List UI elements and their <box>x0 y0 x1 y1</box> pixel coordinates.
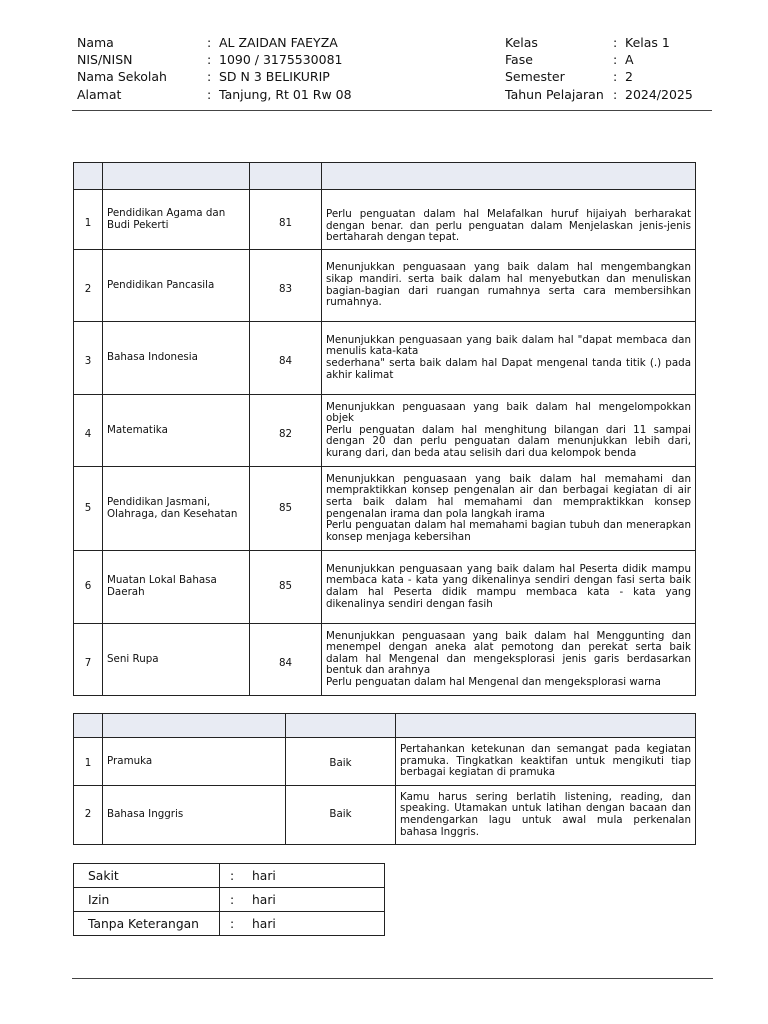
subject-name: Matematika <box>103 395 250 467</box>
activity-grade: Baik <box>286 786 396 845</box>
attendance-value-cell <box>220 912 385 936</box>
table-row <box>74 738 696 786</box>
info-value: Kelas 1 <box>625 35 670 50</box>
info-colon: : <box>207 87 212 102</box>
attendance-table <box>73 863 385 936</box>
info-colon: : <box>207 52 212 67</box>
row-number: 1 <box>74 190 103 250</box>
table-row <box>74 467 696 551</box>
info-colon: : <box>207 69 212 84</box>
footer-divider <box>72 978 713 979</box>
subject-description <box>322 250 696 322</box>
info-label: Nama Sekolah <box>77 69 167 84</box>
row-number: 1 <box>74 738 103 786</box>
subject-name: Pendidikan Pancasila <box>103 250 250 322</box>
info-value: A <box>625 52 634 67</box>
subject-score: 82 <box>250 395 322 467</box>
attendance-value-cell <box>220 888 385 912</box>
subject-score: 84 <box>250 322 322 395</box>
subject-score: 85 <box>250 467 322 551</box>
header-divider <box>72 110 712 111</box>
attendance-row-sakit <box>74 864 385 888</box>
activity-name: Bahasa Inggris <box>103 786 286 845</box>
header-cell <box>396 714 696 738</box>
info-label: NIS/NISN <box>77 52 133 67</box>
info-label: Semester <box>505 69 565 84</box>
header-cell <box>103 163 250 190</box>
extracurricular-table <box>73 713 696 845</box>
description-text: Menunjukkan penguasaan yang baik dalam hal mengelompokkan objek Perlu penguatan dalam hal menghitung bilangan dari 11 sampai dengan 20 dan perlu penguatan dalam menunjukkan lebih dari, kurang dari, dan beda atau selisih dari dua kelompok benda <box>326 400 691 459</box>
info-value: 2024/2025 <box>625 87 693 102</box>
table-row <box>74 551 696 624</box>
description-text: Kamu harus sering berlatih listening, reading, dan speaking. Utamakan untuk latihan dengan bacaan dan mendengarkan lagu untuk awal mula perkenalan bahasa Inggris. <box>400 790 691 838</box>
activity-description <box>396 738 696 786</box>
info-value: Tanjung, Rt 01 Rw 08 <box>219 87 352 102</box>
description-text: Perlu penguatan dalam hal Melafalkan huruf hijaiyah berharakat dengan benar. dan perlu penguatan dalam Menjelaskan jenis-jenis bertaharah dengan tepat. <box>326 208 691 244</box>
header-cell <box>250 163 322 190</box>
description-text: Menunjukkan penguasaan yang baik dalam hal Peserta didik mampu membaca kata - kata yang dikenalinya sendiri dengan fasi serta baik dalam hal Peserta didik mampu membaca kata - kata yang dikenalinya sendiri dengan fasih <box>326 562 691 610</box>
subjects-table <box>73 162 696 696</box>
description-text: Menunjukkan penguasaan yang baik dalam hal Menggunting dan menempel dengan aneka alat pemotong dan perekat serta baik dalam hal Mengenal dan mengeksplorasi jenis garis berdasarkan bentuk dan arahnya Perlu penguatan dalam hal Mengenal dan mengeksplorasi warna <box>326 629 691 688</box>
activity-name: Pramuka <box>103 738 286 786</box>
attendance-label: Sakit <box>74 864 220 888</box>
subject-description <box>322 395 696 467</box>
info-value: 2 <box>625 69 633 84</box>
subject-name: Seni Rupa <box>103 624 250 696</box>
subject-description <box>322 551 696 624</box>
subject-name: Pendidikan Agama dan Budi Pekerti <box>103 190 250 250</box>
subject-description <box>322 322 696 395</box>
table-row <box>74 250 696 322</box>
attendance-value-cell <box>220 864 385 888</box>
attendance-colon: : <box>230 916 235 931</box>
info-value: AL ZAIDAN FAEYZA <box>219 35 338 50</box>
info-colon: : <box>613 35 618 50</box>
header-cell <box>322 163 696 190</box>
row-number: 2 <box>74 786 103 845</box>
table-row <box>74 786 696 845</box>
table-row <box>74 624 696 696</box>
row-number: 3 <box>74 322 103 395</box>
attendance-value: hari <box>252 916 276 931</box>
info-colon: : <box>613 87 618 102</box>
attendance-colon: : <box>230 892 235 907</box>
row-number: 7 <box>74 624 103 696</box>
info-value: 1090 / 3175530081 <box>219 52 343 67</box>
subject-description <box>322 190 696 250</box>
subject-description <box>322 624 696 696</box>
description-text: Menunjukkan penguasaan yang baik dalam hal memahami dan mempraktikkan konsep pengenalan air dan berbagai kegiatan di air serta baik dalam hal memahami dan mempraktikkan konsep pengenalan irama dan pola langkah irama Perlu penguatan dalam hal memahami bagian tubuh dan menerapkan konsep menjaga kebersihan <box>326 472 691 543</box>
info-label: Kelas <box>505 35 538 50</box>
header-cell <box>74 714 103 738</box>
subject-score: 83 <box>250 250 322 322</box>
info-label: Alamat <box>77 87 122 102</box>
attendance-value: hari <box>252 868 276 883</box>
header-cell <box>103 714 286 738</box>
extras-header-row <box>74 714 696 738</box>
description-text: Pertahankan ketekunan dan semangat pada kegiatan pramuka. Tingkatkan keaktifan untuk mengikuti tiap berbagai kegiatan di pramuka <box>400 743 691 779</box>
info-value: SD N 3 BELIKURIP <box>219 69 330 84</box>
subject-description <box>322 467 696 551</box>
attendance-colon: : <box>230 868 235 883</box>
attendance-value: hari <box>252 892 276 907</box>
info-label: Tahun Pelajaran <box>505 87 604 102</box>
row-number: 5 <box>74 467 103 551</box>
subject-name: Muatan Lokal Bahasa Daerah <box>103 551 250 624</box>
description-text: Menunjukkan penguasaan yang baik dalam hal "dapat membaca dan menulis kata-kata sederhana" serta baik dalam hal Dapat mengenal tanda titik (.) pada akhir kalimat <box>326 333 691 381</box>
table-row <box>74 322 696 395</box>
table-row <box>74 395 696 467</box>
info-label: Nama <box>77 35 114 50</box>
row-number: 6 <box>74 551 103 624</box>
subject-name: Pendidikan Jasmani, Olahraga, dan Kesehatan <box>103 467 250 551</box>
attendance-row-izin <box>74 888 385 912</box>
subject-score: 81 <box>250 190 322 250</box>
row-number: 2 <box>74 250 103 322</box>
activity-description <box>396 786 696 845</box>
info-colon: : <box>613 52 618 67</box>
header-cell <box>74 163 103 190</box>
attendance-label: Izin <box>74 888 220 912</box>
subject-score: 84 <box>250 624 322 696</box>
row-number: 4 <box>74 395 103 467</box>
table-row <box>74 190 696 250</box>
subject-score: 85 <box>250 551 322 624</box>
info-colon: : <box>207 35 212 50</box>
activity-grade: Baik <box>286 738 396 786</box>
subjects-header-row <box>74 163 696 190</box>
description-text: Menunjukkan penguasaan yang baik dalam hal mengembangkan sikap mandiri. serta baik dalam hal menyebutkan dan menuliskan bagian-bagian dari ruangan rumahnya serta cara membersihkan rumahnya. <box>326 261 691 309</box>
info-colon: : <box>613 69 618 84</box>
attendance-row-tanpa-keterangan <box>74 912 385 936</box>
attendance-label: Tanpa Keterangan <box>74 912 220 936</box>
info-label: Fase <box>505 52 533 67</box>
header-cell <box>286 714 396 738</box>
subject-name: Bahasa Indonesia <box>103 322 250 395</box>
